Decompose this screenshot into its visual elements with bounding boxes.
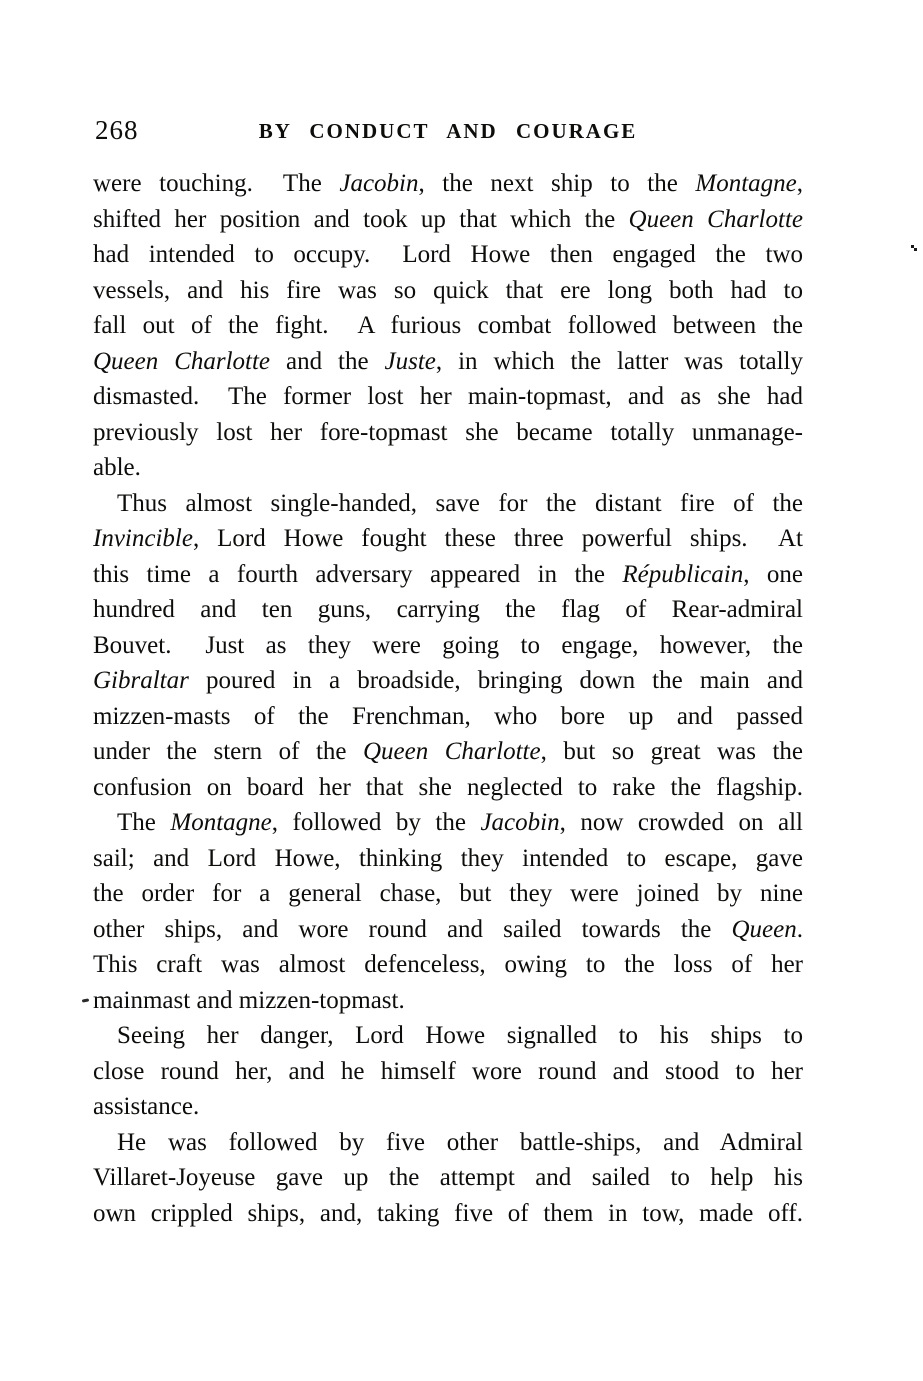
text-line	[93, 415, 803, 451]
text-line	[93, 983, 803, 1019]
text-line	[93, 876, 803, 912]
text-segment: Seeing her danger, Lord Howe signalled to his ships to	[117, 1022, 803, 1049]
text-segment: He was followed by five other battle-ships, and Admiral	[117, 1128, 803, 1156]
text-segment: , in which the latter was totally	[435, 347, 804, 375]
running-title: BY CONDUCT AND COURAGE	[258, 119, 638, 143]
ink-speck-left-margin	[82, 998, 89, 1002]
ship-name-italic: Montagne	[695, 170, 797, 197]
text-line	[93, 344, 803, 380]
text-line	[93, 1196, 803, 1232]
text-line	[93, 699, 803, 735]
text-segment: The	[117, 809, 171, 836]
paragraph	[93, 1125, 803, 1232]
text-segment: Thus almost single-handed, save for the distant fire of the	[117, 489, 803, 517]
text-segment: confusion on board her that she neglected to rake the flagship.	[93, 773, 803, 801]
text-line	[93, 1160, 803, 1196]
ship-name-italic: Queen Charlotte	[93, 347, 271, 375]
text-line	[93, 628, 803, 664]
text-segment: ,	[796, 170, 803, 197]
text-segment: mizzen-masts of the Frenchman, who bore up and passed	[93, 702, 803, 730]
paragraph	[93, 805, 803, 1018]
text-segment: Villaret-Joyeuse gave up the attempt and sailed to help his	[93, 1164, 803, 1191]
text-line	[93, 770, 803, 806]
text-segment: , the next ship to the	[418, 170, 696, 197]
text-line	[93, 379, 803, 415]
text-segment: other ships, and wore round and sailed towards the	[93, 915, 732, 943]
text-segment: under the stern of the	[93, 738, 363, 765]
text-segment: previously lost her fore-topmast she became totally unmanage-	[93, 418, 803, 446]
ship-name-italic: Queen	[731, 915, 797, 943]
text-segment: sail; and Lord Howe, thinking they intended to escape, gave	[93, 844, 803, 872]
text-line	[93, 1125, 803, 1161]
ship-name-italic: Juste	[384, 347, 436, 375]
text-line	[93, 734, 803, 770]
text-segment: close round her, and he himself wore round and stood to her	[93, 1057, 803, 1085]
text-segment: , one	[743, 560, 803, 588]
text-segment: were touching. The	[93, 170, 340, 197]
text-line	[93, 1018, 803, 1054]
text-segment: This craft was almost defenceless, owing to the loss of her	[93, 951, 803, 978]
ship-name-italic: Gibraltar	[93, 667, 189, 694]
text-segment: , Lord Howe fought these three powerful ships. At	[192, 525, 803, 552]
text-line	[93, 805, 803, 841]
paragraph	[93, 1018, 803, 1125]
text-line	[93, 592, 803, 628]
ship-name-italic: Montagne	[170, 809, 272, 836]
text-line	[93, 1054, 803, 1090]
text-line	[93, 237, 803, 273]
text-line	[93, 450, 803, 486]
ink-speck-right-margin	[911, 245, 914, 248]
text-segment: , but so great was the	[540, 738, 803, 765]
text-segment: , followed by the	[271, 809, 481, 836]
text-line	[93, 486, 803, 522]
text-segment: poured in a broadside, bringing down the main and	[188, 667, 803, 694]
text-line	[93, 202, 803, 238]
page-header	[93, 115, 803, 147]
text-segment: , now crowded on all	[559, 809, 803, 836]
text-segment: fall out of the fight. A furious combat followed between the	[93, 312, 803, 339]
text-line	[93, 1089, 803, 1125]
ship-name-italic: Jacobin	[480, 809, 560, 836]
text-segment: had intended to occupy. Lord Howe then engaged the two	[93, 241, 803, 268]
text-line	[93, 947, 803, 983]
text-segment: the order for a general chase, but they were joined by nine	[93, 880, 803, 907]
page-number: 268	[95, 115, 139, 145]
text-line	[93, 166, 803, 202]
ship-name-italic: Queen Charlotte	[628, 205, 803, 233]
text-line	[93, 912, 803, 948]
ship-name-italic: Invincible	[93, 525, 193, 552]
text-segment: this time a fourth adversary appeared in the	[93, 560, 623, 588]
text-line	[93, 663, 803, 699]
text-segment: and the	[270, 347, 385, 375]
text-segment: dismasted. The former lost her main-topmast, and as she had	[93, 383, 803, 410]
ship-name-italic: Jacobin	[339, 170, 419, 197]
text-line	[93, 273, 803, 309]
text-segment: shifted her position and took up that which the	[93, 205, 629, 233]
text-segment: mainmast and mizzen-topmast.	[93, 986, 405, 1014]
text-segment: vessels, and his fire was so quick that ere long both had to	[93, 276, 803, 304]
text-line	[93, 841, 803, 877]
text-line	[93, 308, 803, 344]
text-segment: own crippled ships, and, taking five of them in tow, made off.	[93, 1199, 803, 1227]
text-segment: Bouvet. Just as they were going to engage, however, the	[93, 631, 803, 659]
text-segment: assistance.	[93, 1093, 200, 1120]
ship-name-italic: Républicain	[622, 560, 744, 588]
text-segment: .	[796, 915, 803, 943]
paragraph	[93, 486, 803, 806]
text-block	[93, 166, 803, 1231]
ship-name-italic: Queen Charlotte	[363, 738, 541, 765]
paragraph	[93, 166, 803, 486]
text-line	[93, 521, 803, 557]
text-segment: hundred and ten guns, carrying the flag of Rear-admiral	[93, 596, 803, 623]
text-segment: able.	[93, 454, 141, 481]
text-line	[93, 557, 803, 593]
